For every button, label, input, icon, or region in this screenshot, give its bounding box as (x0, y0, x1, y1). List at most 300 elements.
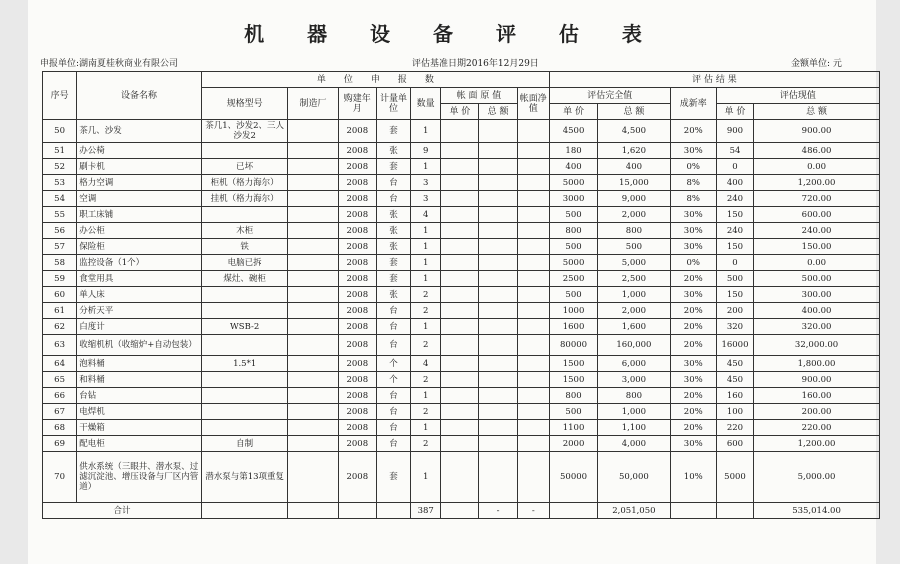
model-cell (201, 372, 288, 388)
year-cell: 2008 (338, 191, 376, 207)
maker-cell (288, 255, 338, 271)
full-price-cell: 1600 (549, 319, 597, 335)
name-cell: 白度计 (77, 319, 202, 335)
total-full-value: 2,051,050 (598, 503, 670, 519)
maker-cell (288, 271, 338, 287)
qty-cell: 1 (411, 239, 441, 255)
full-price-cell: 1500 (549, 356, 597, 372)
year-cell: 2008 (338, 420, 376, 436)
book-amount-cell (479, 388, 517, 404)
unit-cell: 张 (376, 207, 410, 223)
full-amount-cell: 1,100 (598, 420, 670, 436)
header-name: 设备名称 (77, 72, 202, 120)
currency-unit: 金额单位: 元 (791, 59, 842, 69)
qty-cell: 1 (411, 319, 441, 335)
name-cell: 空调 (77, 191, 202, 207)
maker-cell (288, 223, 338, 239)
model-cell (201, 388, 288, 404)
seq-cell: 67 (43, 404, 77, 420)
rate-cell: 20% (670, 335, 716, 356)
book-net-cell (517, 388, 549, 404)
year-cell: 2008 (338, 143, 376, 159)
book-amount-cell (479, 223, 517, 239)
rate-cell: 0% (670, 159, 716, 175)
book-net-cell (517, 452, 549, 503)
full-amount-cell: 9,000 (598, 191, 670, 207)
unit-cell: 套 (376, 452, 410, 503)
book-net-cell (517, 356, 549, 372)
unit-cell: 台 (376, 388, 410, 404)
rate-cell: 20% (670, 303, 716, 319)
name-cell: 配电柜 (77, 436, 202, 452)
book-amount-cell (479, 143, 517, 159)
maker-cell (288, 191, 338, 207)
book-net-cell (517, 319, 549, 335)
book-price-cell (441, 287, 479, 303)
book-net-cell (517, 271, 549, 287)
current-amount-cell: 720.00 (754, 191, 880, 207)
header-result: 评 估 结 果 (549, 72, 879, 88)
rate-cell: 8% (670, 175, 716, 191)
unit-cell: 台 (376, 404, 410, 420)
maker-cell (288, 287, 338, 303)
full-amount-cell: 3,000 (598, 372, 670, 388)
model-cell: 煤灶、碗柜 (201, 271, 288, 287)
table-row (43, 372, 880, 388)
seq-cell: 53 (43, 175, 77, 191)
maker-cell (288, 372, 338, 388)
current-price-cell: 16000 (716, 335, 753, 356)
header-declared-group: 单 位 申 报 数 (201, 72, 549, 88)
full-price-cell: 4500 (549, 120, 597, 143)
book-amount-cell (479, 356, 517, 372)
rate-cell: 30% (670, 223, 716, 239)
model-cell: 电脑已拆 (201, 255, 288, 271)
full-price-cell: 2000 (549, 436, 597, 452)
rate-cell: 30% (670, 436, 716, 452)
book-amount-cell (479, 271, 517, 287)
rate-cell: 30% (670, 287, 716, 303)
full-price-cell: 1100 (549, 420, 597, 436)
qty-cell: 1 (411, 420, 441, 436)
current-price-cell: 400 (716, 175, 753, 191)
year-cell: 2008 (338, 404, 376, 420)
rate-cell: 20% (670, 420, 716, 436)
qty-cell: 4 (411, 207, 441, 223)
name-cell: 泡料桶 (77, 356, 202, 372)
book-amount-cell (479, 159, 517, 175)
current-price-cell: 900 (716, 120, 753, 143)
unit-cell: 张 (376, 143, 410, 159)
qty-cell: 1 (411, 159, 441, 175)
qty-cell: 2 (411, 335, 441, 356)
book-amount-cell (479, 452, 517, 503)
full-amount-cell: 1,620 (598, 143, 670, 159)
current-amount-cell: 400.00 (754, 303, 880, 319)
unit-cell: 台 (376, 191, 410, 207)
seq-cell: 70 (43, 452, 77, 503)
name-cell: 食堂用具 (77, 271, 202, 287)
maker-cell (288, 420, 338, 436)
table-row (43, 159, 880, 175)
book-price-cell (441, 335, 479, 356)
full-amount-cell: 800 (598, 223, 670, 239)
current-price-cell: 450 (716, 372, 753, 388)
model-cell: 自制 (201, 436, 288, 452)
full-amount-cell: 160,000 (598, 335, 670, 356)
model-cell (201, 303, 288, 319)
qty-cell: 1 (411, 388, 441, 404)
unit-cell: 张 (376, 239, 410, 255)
year-cell: 2008 (338, 207, 376, 223)
rate-cell: 30% (670, 356, 716, 372)
year-cell: 2008 (338, 356, 376, 372)
book-amount-cell (479, 175, 517, 191)
qty-cell: 1 (411, 452, 441, 503)
book-price-cell (441, 159, 479, 175)
unit-cell: 个 (376, 356, 410, 372)
unit-cell: 套 (376, 255, 410, 271)
book-net-cell (517, 420, 549, 436)
total-label: 合计 (43, 503, 202, 519)
book-net-cell (517, 191, 549, 207)
full-price-cell: 5000 (549, 255, 597, 271)
current-amount-cell: 486.00 (754, 143, 880, 159)
table-row (43, 356, 880, 372)
current-price-cell: 0 (716, 159, 753, 175)
full-price-cell: 800 (549, 388, 597, 404)
maker-cell (288, 120, 338, 143)
rate-cell: 20% (670, 319, 716, 335)
full-amount-cell: 5,000 (598, 255, 670, 271)
current-price-cell: 220 (716, 420, 753, 436)
table-row (43, 319, 880, 335)
book-price-cell (441, 239, 479, 255)
header-full-value: 评估完全值 (549, 88, 670, 104)
book-price-cell (441, 271, 479, 287)
model-cell: WSB-2 (201, 319, 288, 335)
maker-cell (288, 239, 338, 255)
book-price-cell (441, 420, 479, 436)
maker-cell (288, 319, 338, 335)
qty-cell: 2 (411, 372, 441, 388)
current-amount-cell: 900.00 (754, 120, 880, 143)
equipment-table (42, 71, 880, 519)
table-row (43, 271, 880, 287)
seq-cell: 69 (43, 436, 77, 452)
qty-cell: 1 (411, 223, 441, 239)
book-price-cell (441, 303, 479, 319)
model-cell: 铁 (201, 239, 288, 255)
name-cell: 单人床 (77, 287, 202, 303)
book-price-cell (441, 388, 479, 404)
book-price-cell (441, 356, 479, 372)
maker-cell (288, 143, 338, 159)
rate-cell: 20% (670, 271, 716, 287)
book-amount-cell (479, 303, 517, 319)
name-cell: 分析天平 (77, 303, 202, 319)
maker-cell (288, 175, 338, 191)
model-cell: 木柜 (201, 223, 288, 239)
book-net-cell (517, 303, 549, 319)
header-book-amount: 总 额 (479, 104, 517, 120)
full-price-cell: 3000 (549, 191, 597, 207)
seq-cell: 52 (43, 159, 77, 175)
current-amount-cell: 200.00 (754, 404, 880, 420)
current-amount-cell: 0.00 (754, 255, 880, 271)
unit-cell: 套 (376, 159, 410, 175)
rate-cell: 0% (670, 255, 716, 271)
name-cell: 电焊机 (77, 404, 202, 420)
table-row (43, 287, 880, 303)
rate-cell: 30% (670, 239, 716, 255)
maker-cell (288, 303, 338, 319)
year-cell: 2008 (338, 335, 376, 356)
full-price-cell: 2500 (549, 271, 597, 287)
qty-cell: 2 (411, 303, 441, 319)
rate-cell: 20% (670, 120, 716, 143)
qty-cell: 1 (411, 120, 441, 143)
book-price-cell (441, 223, 479, 239)
table-row (43, 303, 880, 319)
header-full-price: 单 价 (549, 104, 597, 120)
header-book-price: 单 价 (441, 104, 479, 120)
full-price-cell: 80000 (549, 335, 597, 356)
name-cell: 刷卡机 (77, 159, 202, 175)
current-amount-cell: 1,200.00 (754, 175, 880, 191)
rate-cell: 30% (670, 143, 716, 159)
model-cell (201, 207, 288, 223)
qty-cell: 9 (411, 143, 441, 159)
current-price-cell: 500 (716, 271, 753, 287)
year-cell: 2008 (338, 436, 376, 452)
table-row (43, 191, 880, 207)
rate-cell: 30% (670, 207, 716, 223)
full-amount-cell: 2,000 (598, 207, 670, 223)
current-price-cell: 450 (716, 356, 753, 372)
unit-cell: 台 (376, 335, 410, 356)
year-cell: 2008 (338, 175, 376, 191)
book-net-cell (517, 175, 549, 191)
table-row (43, 452, 880, 503)
model-cell: 茶几1、沙发2、三人沙发2 (201, 120, 288, 143)
maker-cell (288, 207, 338, 223)
book-net-cell (517, 239, 549, 255)
total-qty: 387 (411, 503, 441, 519)
header-maker: 制造厂 (288, 88, 338, 120)
header-full-amount: 总 额 (598, 104, 670, 120)
book-price-cell (441, 319, 479, 335)
total-book-net: - (517, 503, 549, 519)
declaring-unit: 申报单位:湖南夏桂秋商业有限公司 (40, 59, 179, 69)
full-price-cell: 50000 (549, 452, 597, 503)
header-year: 购建年月 (338, 88, 376, 120)
book-price-cell (441, 120, 479, 143)
year-cell: 2008 (338, 223, 376, 239)
seq-cell: 59 (43, 271, 77, 287)
seq-cell: 57 (43, 239, 77, 255)
unit-cell: 套 (376, 120, 410, 143)
current-price-cell: 54 (716, 143, 753, 159)
total-book-amount: - (479, 503, 517, 519)
table-row (43, 207, 880, 223)
table-row (43, 436, 880, 452)
maker-cell (288, 356, 338, 372)
qty-cell: 3 (411, 191, 441, 207)
model-cell: 潜水泵与第13项重复 (201, 452, 288, 503)
unit-cell: 台 (376, 175, 410, 191)
name-cell: 保险柜 (77, 239, 202, 255)
name-cell: 职工床铺 (77, 207, 202, 223)
book-amount-cell (479, 420, 517, 436)
book-price-cell (441, 436, 479, 452)
year-cell: 2008 (338, 159, 376, 175)
unit-cell: 台 (376, 420, 410, 436)
total-row (43, 503, 880, 519)
qty-cell: 1 (411, 271, 441, 287)
unit-cell: 台 (376, 436, 410, 452)
full-amount-cell: 2,500 (598, 271, 670, 287)
book-price-cell (441, 191, 479, 207)
current-amount-cell: 900.00 (754, 372, 880, 388)
current-price-cell: 320 (716, 319, 753, 335)
full-amount-cell: 4,000 (598, 436, 670, 452)
rate-cell: 30% (670, 372, 716, 388)
book-net-cell (517, 436, 549, 452)
current-amount-cell: 220.00 (754, 420, 880, 436)
seq-cell: 55 (43, 207, 77, 223)
current-amount-cell: 600.00 (754, 207, 880, 223)
header-current-value: 评估现值 (716, 88, 879, 104)
seq-cell: 54 (43, 191, 77, 207)
table-row (43, 255, 880, 271)
book-net-cell (517, 404, 549, 420)
full-price-cell: 400 (549, 159, 597, 175)
book-amount-cell (479, 120, 517, 143)
current-amount-cell: 240.00 (754, 223, 880, 239)
qty-cell: 4 (411, 356, 441, 372)
page-title: 机 器 设 备 评 估 表 (244, 22, 660, 46)
table-row (43, 223, 880, 239)
qty-cell: 3 (411, 175, 441, 191)
year-cell: 2008 (338, 255, 376, 271)
book-amount-cell (479, 239, 517, 255)
year-cell: 2008 (338, 239, 376, 255)
table-row (43, 404, 880, 420)
document-page (28, 0, 876, 564)
current-price-cell: 150 (716, 287, 753, 303)
current-amount-cell: 5,000.00 (754, 452, 880, 503)
book-net-cell (517, 335, 549, 356)
full-price-cell: 500 (549, 287, 597, 303)
book-net-cell (517, 372, 549, 388)
book-net-cell (517, 287, 549, 303)
seq-cell: 66 (43, 388, 77, 404)
table-row (43, 143, 880, 159)
full-amount-cell: 2,000 (598, 303, 670, 319)
full-amount-cell: 4,500 (598, 120, 670, 143)
book-amount-cell (479, 436, 517, 452)
seq-cell: 63 (43, 335, 77, 356)
seq-cell: 62 (43, 319, 77, 335)
year-cell: 2008 (338, 287, 376, 303)
name-cell: 监控设备（1个） (77, 255, 202, 271)
full-amount-cell: 6,000 (598, 356, 670, 372)
full-amount-cell: 400 (598, 159, 670, 175)
year-cell: 2008 (338, 372, 376, 388)
unit-cell: 张 (376, 287, 410, 303)
current-amount-cell: 1,800.00 (754, 356, 880, 372)
seq-cell: 60 (43, 287, 77, 303)
book-amount-cell (479, 287, 517, 303)
header-unit: 计量单位 (376, 88, 410, 120)
seq-cell: 61 (43, 303, 77, 319)
name-cell: 格力空调 (77, 175, 202, 191)
current-price-cell: 160 (716, 388, 753, 404)
name-cell: 干燥箱 (77, 420, 202, 436)
book-price-cell (441, 175, 479, 191)
maker-cell (288, 404, 338, 420)
book-price-cell (441, 404, 479, 420)
year-cell: 2008 (338, 120, 376, 143)
book-price-cell (441, 255, 479, 271)
header-model: 规格型号 (201, 88, 288, 120)
rate-cell: 20% (670, 404, 716, 420)
current-amount-cell: 1,200.00 (754, 436, 880, 452)
header-qty: 数量 (411, 88, 441, 120)
maker-cell (288, 388, 338, 404)
book-net-cell (517, 143, 549, 159)
full-amount-cell: 50,000 (598, 452, 670, 503)
seq-cell: 51 (43, 143, 77, 159)
book-net-cell (517, 207, 549, 223)
full-price-cell: 5000 (549, 175, 597, 191)
book-net-cell (517, 159, 549, 175)
name-cell: 办公柜 (77, 223, 202, 239)
table-row (43, 388, 880, 404)
header-seq: 序号 (43, 72, 77, 120)
full-price-cell: 500 (549, 404, 597, 420)
model-cell (201, 287, 288, 303)
current-amount-cell: 300.00 (754, 287, 880, 303)
current-amount-cell: 150.00 (754, 239, 880, 255)
seq-cell: 68 (43, 420, 77, 436)
name-cell: 茶几、沙发 (77, 120, 202, 143)
current-amount-cell: 320.00 (754, 319, 880, 335)
seq-cell: 58 (43, 255, 77, 271)
unit-cell: 个 (376, 372, 410, 388)
seq-cell: 64 (43, 356, 77, 372)
qty-cell: 2 (411, 404, 441, 420)
current-amount-cell: 32,000.00 (754, 335, 880, 356)
full-price-cell: 800 (549, 223, 597, 239)
book-amount-cell (479, 319, 517, 335)
seq-cell: 50 (43, 120, 77, 143)
name-cell: 办公椅 (77, 143, 202, 159)
current-price-cell: 240 (716, 191, 753, 207)
book-price-cell (441, 452, 479, 503)
book-amount-cell (479, 335, 517, 356)
current-price-cell: 150 (716, 207, 753, 223)
book-net-cell (517, 223, 549, 239)
current-price-cell: 240 (716, 223, 753, 239)
book-price-cell (441, 372, 479, 388)
full-amount-cell: 500 (598, 239, 670, 255)
total-current-value: 535,014.00 (754, 503, 880, 519)
header-current-price: 单 价 (716, 104, 753, 120)
book-amount-cell (479, 255, 517, 271)
book-price-cell (441, 207, 479, 223)
